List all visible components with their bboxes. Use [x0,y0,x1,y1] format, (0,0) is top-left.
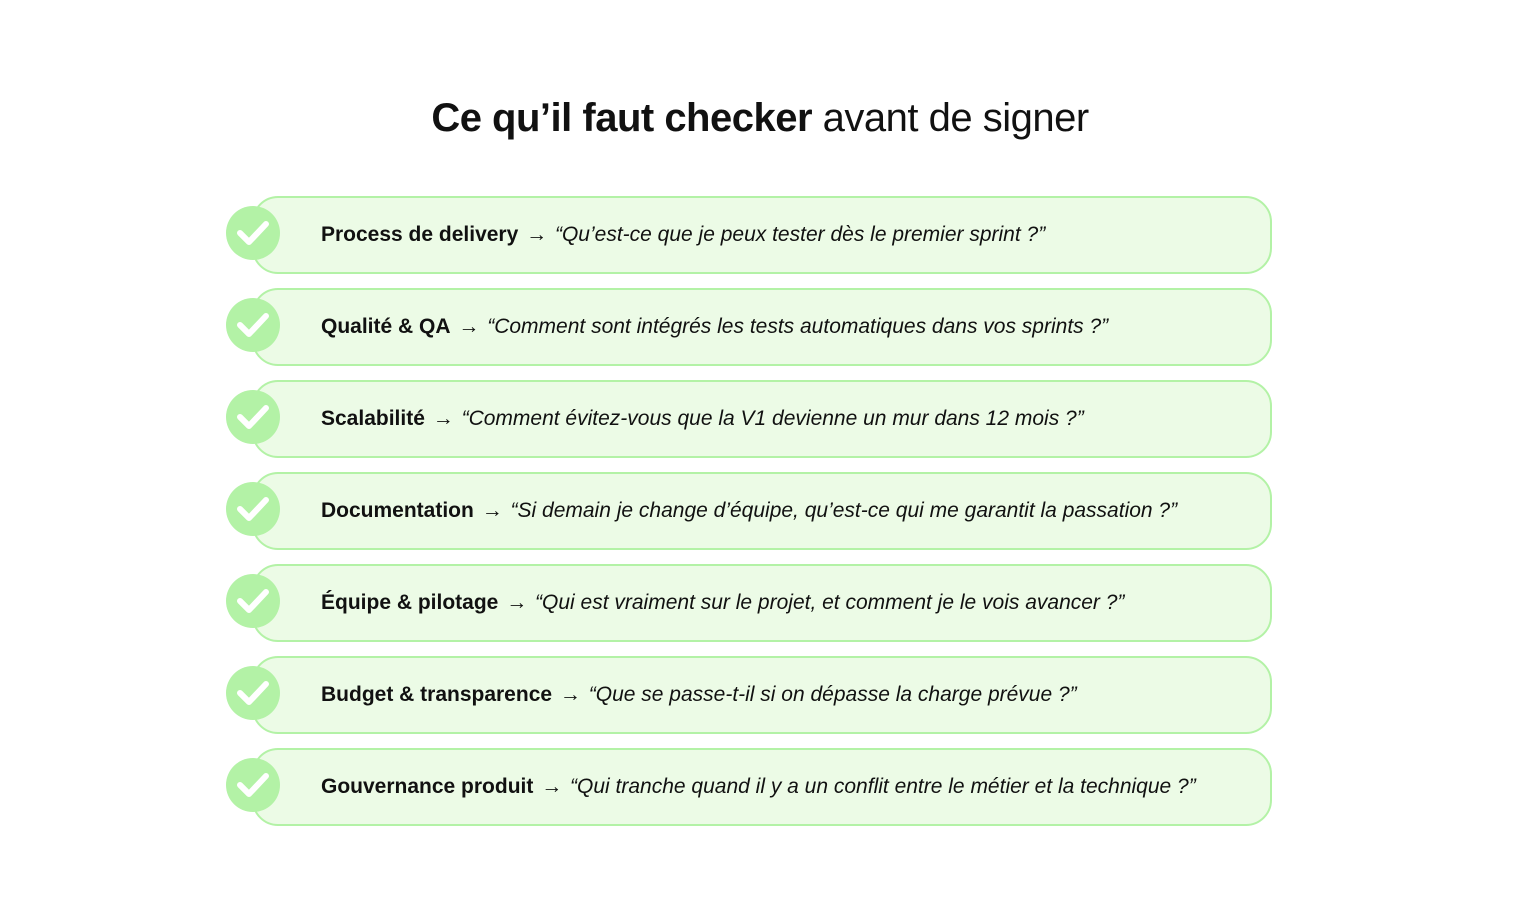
item-question: “Si demain je change d’équipe, qu’est-ce qui me garantit la passation ?” [510,499,1178,522]
checklist-item [226,288,1272,366]
item-text [321,748,1196,826]
arrow-icon: → [481,499,503,522]
item-text [321,288,1108,366]
item-question: “Qui est vraiment sur le projet, et comment je le vois avancer ?” [535,591,1125,614]
item-question: “Comment sont intégrés les tests automatiques dans vos sprints ?” [487,315,1109,338]
check-circle-icon [226,298,280,352]
item-question: “Qui tranche quand il y a un conflit entre le métier et la technique ?” [570,775,1196,798]
item-text [321,196,1045,274]
item-label: Équipe & pilotage [321,591,499,614]
item-label: Qualité & QA [321,315,451,338]
arrow-icon: → [458,315,480,338]
check-circle-icon [226,390,280,444]
checklist-item [226,748,1272,826]
item-text [321,472,1177,550]
title-bold: Ce qu’il faut checker [431,96,813,140]
check-circle-icon [226,206,280,260]
checklist-item [226,656,1272,734]
arrow-icon: → [506,591,528,614]
checklist-item [226,564,1272,642]
item-text [321,380,1084,458]
item-label: Process de delivery [321,223,519,246]
arrow-icon: → [432,407,454,430]
item-text [321,656,1077,734]
item-question: “Qu’est-ce que je peux tester dès le premier sprint ?” [554,223,1046,246]
arrow-icon: → [559,683,581,706]
checklist-item [226,380,1272,458]
item-label: Scalabilité [321,407,425,430]
arrow-icon: → [526,223,548,246]
check-circle-icon [226,758,280,812]
item-label: Documentation [321,499,474,522]
check-circle-icon [226,666,280,720]
arrow-icon: → [541,775,563,798]
item-label: Gouvernance produit [321,775,534,798]
check-circle-icon [226,482,280,536]
checklist-item [226,472,1272,550]
checklist-item [226,196,1272,274]
item-label: Budget & transparence [321,683,553,706]
item-text [321,564,1124,642]
item-question: “Que se passe-t-il si on dépasse la charge prévue ?” [588,683,1077,706]
title-regular: avant de signer [822,96,1089,140]
check-circle-icon [226,574,280,628]
item-question: “Comment évitez-vous que la V1 devienne un mur dans 12 mois ?” [461,407,1084,430]
